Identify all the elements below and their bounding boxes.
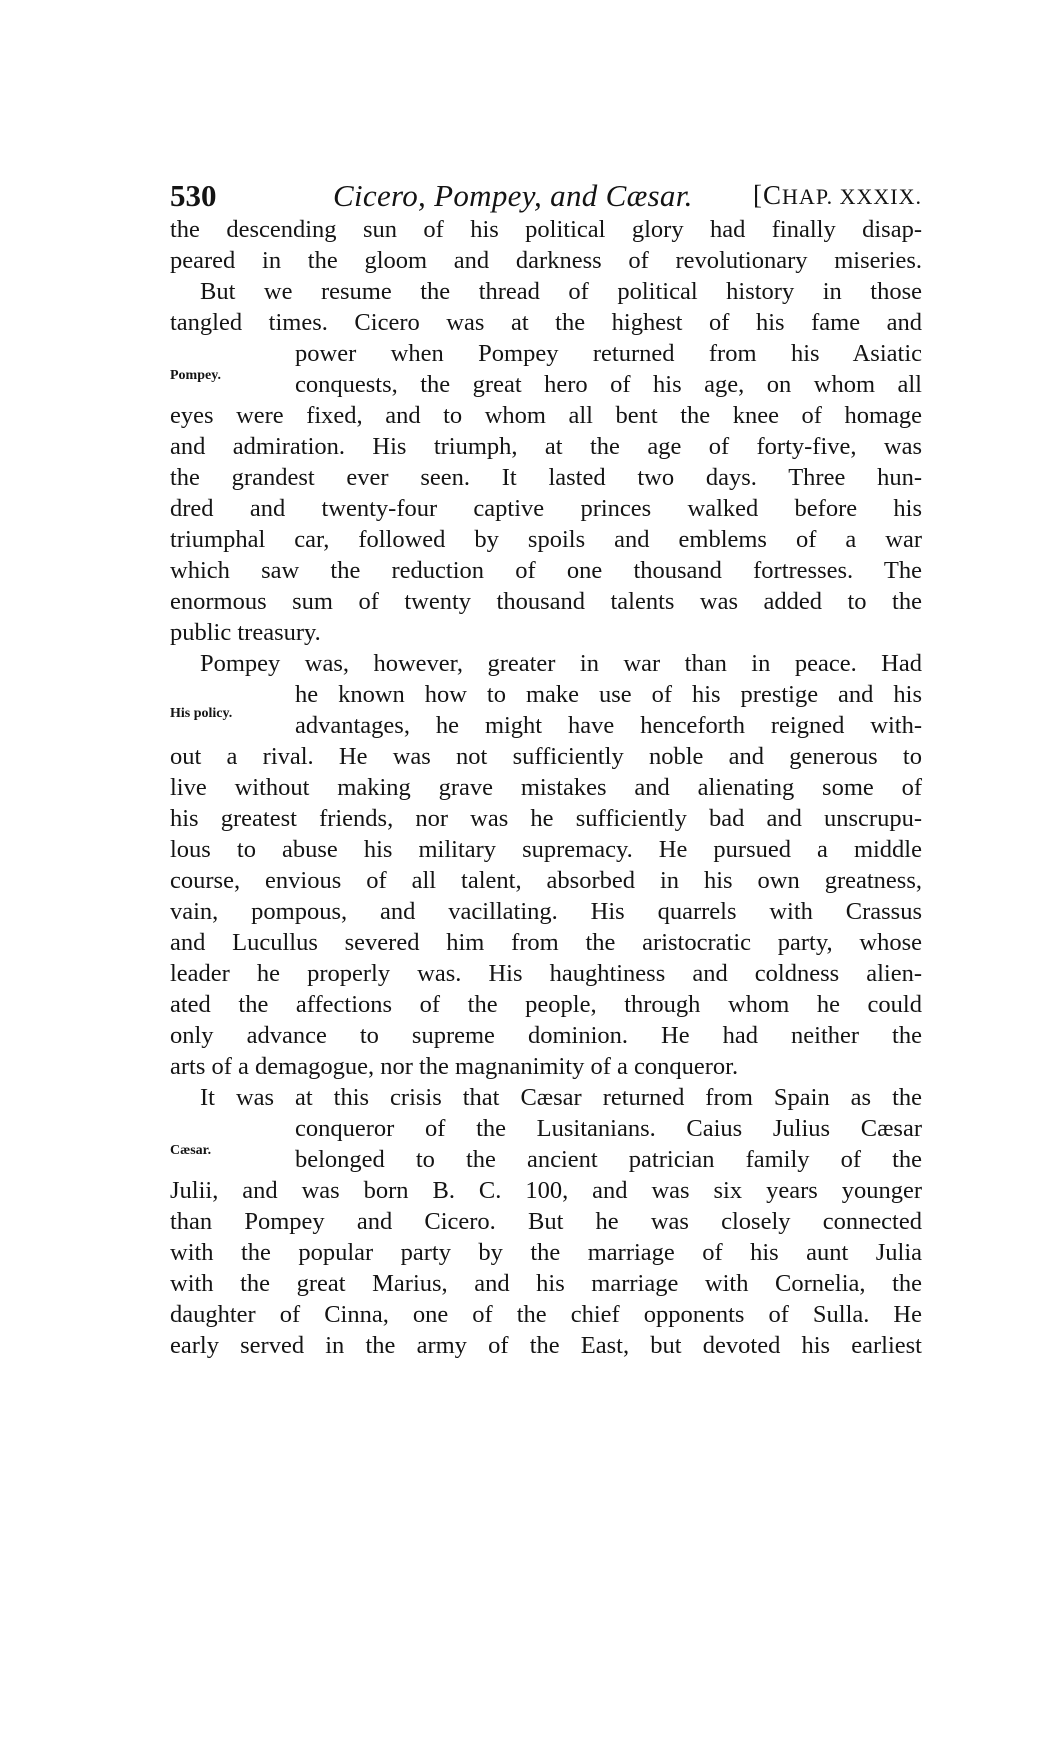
text-line: arts of a demagogue, nor the magnanimity of a conqueror. [170, 1053, 739, 1080]
side-note-his-policy: His policy. [170, 706, 233, 721]
text-line: enormous sum of twenty thousand talents was added to the [170, 588, 922, 615]
text-line: Pompey was, however, greater in war than in peace. Had [200, 650, 922, 677]
page-number: 530 [170, 178, 217, 213]
text-line: and Lucullus severed him from the aristocratic party, whose [170, 929, 922, 956]
text-line: triumphal car, followed by spoils and emblems of a war [170, 526, 922, 553]
side-note-caesar: Cæsar. [170, 1143, 212, 1158]
text-line: and admiration. His triumph, at the age of forty-five, was [170, 433, 922, 460]
text-line: only advance to supreme dominion. He had neither the [170, 1022, 922, 1049]
text-line: lous to abuse his military supremacy. He pursued a middle [170, 836, 922, 863]
text-line: the descending sun of his political glory had finally disap- [170, 216, 922, 243]
side-note-pompey: Pompey. [170, 368, 221, 383]
text-line: But we resume the thread of political history in those [200, 278, 922, 305]
text-line: than Pompey and Cicero. But he was closely connected [170, 1208, 922, 1235]
page-header [170, 178, 922, 218]
text-line: peared in the gloom and darkness of revolutionary miseries. [170, 247, 922, 274]
text-line: his greatest friends, nor was he sufficiently bad and unscrupu- [170, 805, 922, 832]
text-line: conquests, the great hero of his age, on whom all [295, 371, 922, 398]
text-line: It was at this crisis that Cæsar returned from Spain as the [200, 1084, 922, 1111]
text-line: Julii, and was born B. C. 100, and was six years younger [170, 1177, 922, 1204]
text-line: tangled times. Cicero was at the highest of his fame and [170, 309, 922, 336]
text-line: dred and twenty-four captive princes walked before his [170, 495, 922, 522]
text-line: vain, pompous, and vacillating. His quarrels with Crassus [170, 898, 922, 925]
text-line: with the great Marius, and his marriage with Cornelia, the [170, 1270, 922, 1297]
text-line: public treasury. [170, 619, 321, 646]
chapter-reference-prefix: [C [753, 180, 783, 210]
chapter-reference-rest: HAP. XXXIX. [782, 184, 922, 209]
text-line: belonged to the ancient patrician family of the [295, 1146, 922, 1173]
text-line: with the popular party by the marriage of his aunt Julia [170, 1239, 922, 1266]
text-line: the grandest ever seen. It lasted two days. Three hun- [170, 464, 922, 491]
text-line: he known how to make use of his prestige and his [295, 681, 922, 708]
text-line: daughter of Cinna, one of the chief opponents of Sulla. He [170, 1301, 922, 1328]
text-line: early served in the army of the East, but devoted his earliest [170, 1332, 922, 1359]
text-line: ated the affections of the people, through whom he could [170, 991, 922, 1018]
text-line: course, envious of all talent, absorbed in his own greatness, [170, 867, 922, 894]
running-title: Cicero, Pompey, and Cæsar. [333, 178, 693, 213]
text-line: conqueror of the Lusitanians. Caius Julius Cæsar [295, 1115, 922, 1142]
text-line: power when Pompey returned from his Asiatic [295, 340, 922, 367]
text-line: leader he properly was. His haughtiness and coldness alien- [170, 960, 922, 987]
text-line: advantages, he might have henceforth reigned with- [295, 712, 922, 739]
chapter-reference [753, 180, 922, 211]
text-line: live without making grave mistakes and alienating some of [170, 774, 922, 801]
text-line: which saw the reduction of one thousand fortresses. The [170, 557, 922, 584]
text-line: eyes were fixed, and to whom all bent the knee of homage [170, 402, 922, 429]
text-line: out a rival. He was not sufficiently noble and generous to [170, 743, 922, 770]
